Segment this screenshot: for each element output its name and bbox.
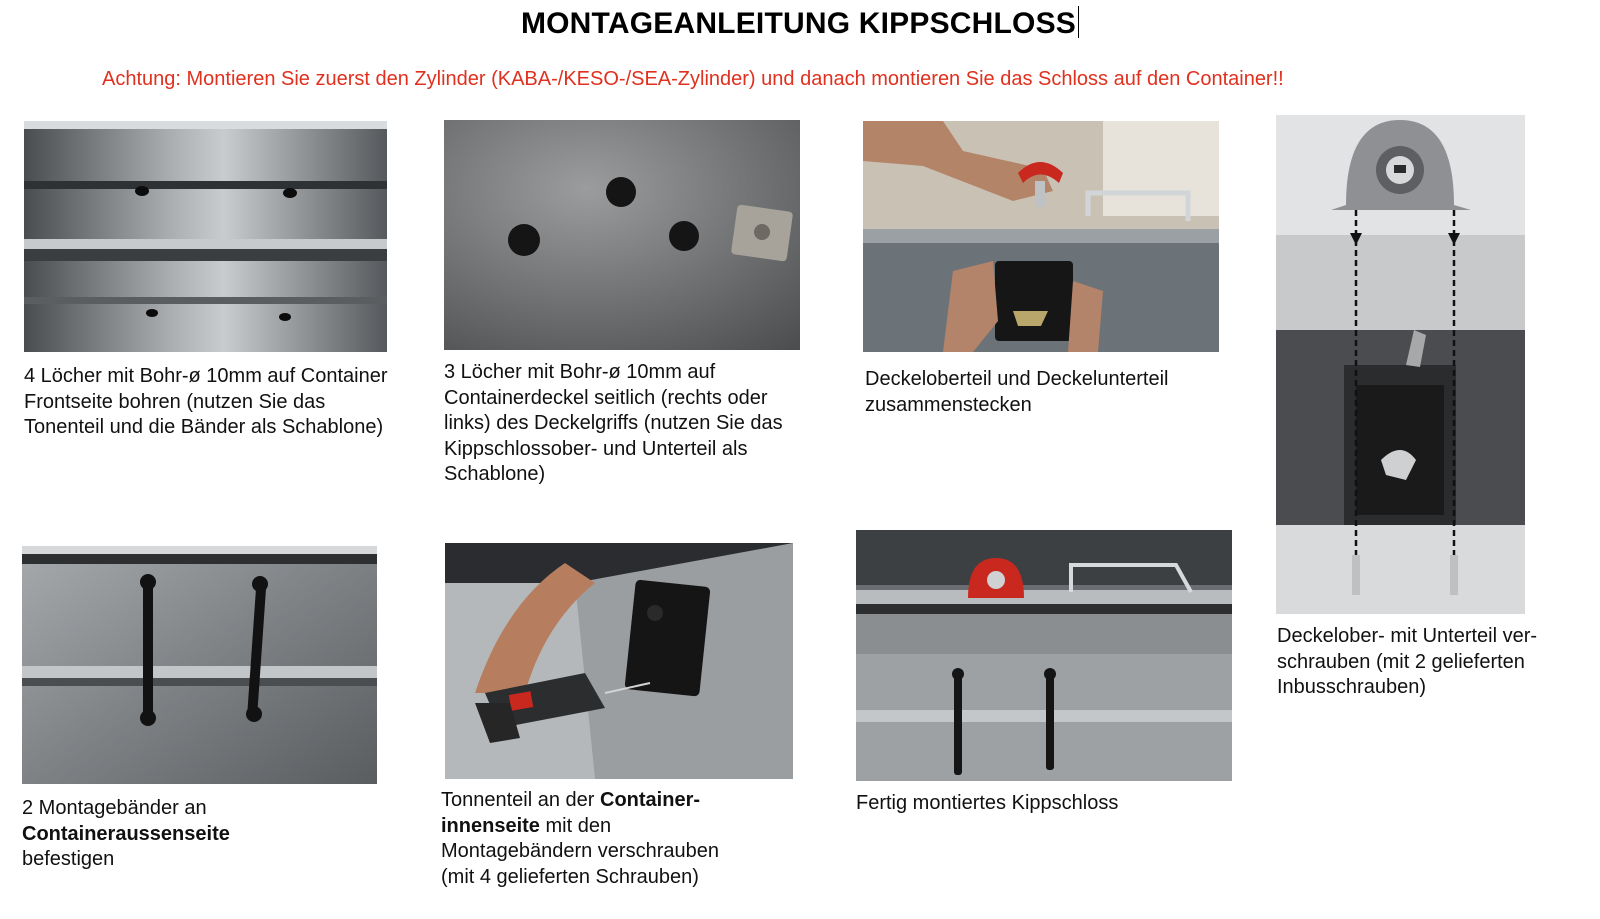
step-5-caption-tail: befestigen bbox=[22, 848, 115, 870]
step-6-caption-emphasis-1: Container- bbox=[600, 789, 701, 811]
step-3-caption: Deckeloberteil und Deckelunterteil zusammenstecken bbox=[865, 368, 1169, 416]
lid-drill-holes-photo bbox=[444, 120, 800, 350]
front-drill-holes-photo bbox=[24, 121, 387, 352]
step-4-caption-line-1: Deckelober- mit Unterteil ver- bbox=[1277, 625, 1538, 647]
step-4-caption-line-3: Inbusschrauben) bbox=[1277, 676, 1426, 698]
drill-barrel-part-photo bbox=[445, 543, 793, 779]
step-6-caption-lead: Tonnenteil an der bbox=[441, 789, 601, 811]
text-cursor bbox=[1078, 6, 1079, 38]
step-4-caption-line-2: schrauben (mit 2 gelieferten bbox=[1277, 650, 1525, 673]
step-4-caption bbox=[1277, 624, 1577, 701]
step-6-caption-emphasis-2: innenseite bbox=[441, 814, 540, 837]
mounting-straps-photo bbox=[22, 546, 377, 784]
finished-lock-photo bbox=[856, 530, 1232, 781]
assemble-lid-parts-photo bbox=[863, 121, 1219, 352]
step-5-caption-lead: 2 Montagebänder an bbox=[22, 797, 207, 819]
step-6-caption bbox=[441, 788, 781, 890]
step-2-caption: 3 Löcher mit Bohr-ø 10mm auf Containerdeckel seitlich (rechts oder links) des Deckelgriffs (nutzen Sie das Kippschlossober- und Unterteil als Schablone) bbox=[444, 361, 783, 485]
step-6-caption-line-3: Montagebändern verschrauben bbox=[441, 840, 719, 862]
step-5-caption bbox=[22, 796, 382, 873]
warning-note: Achtung: Montieren Sie zuerst den Zylinder (KABA-/KESO-/SEA-Zylinder) und danach montieren Sie das Schloss auf den Container!! bbox=[102, 68, 1284, 90]
step-6-caption-line-4: (mit 4 gelieferten Schrauben) bbox=[441, 865, 699, 888]
page-title: MONTAGEANLEITUNG KIPPSCHLOSS bbox=[0, 6, 1600, 41]
step-7-caption: Fertig montiertes Kippschloss bbox=[856, 792, 1119, 814]
step-1-caption: 4 Löcher mit Bohr-ø 10mm auf Container Frontseite bohren (nutzen Sie das Tonenteil und die Bänder als Schablone) bbox=[24, 365, 388, 438]
step-6-caption-mid: mit den bbox=[539, 814, 612, 837]
screw-lid-parts-photo bbox=[1276, 115, 1525, 614]
step-5-caption-emphasis: Containeraussenseite bbox=[22, 822, 230, 845]
